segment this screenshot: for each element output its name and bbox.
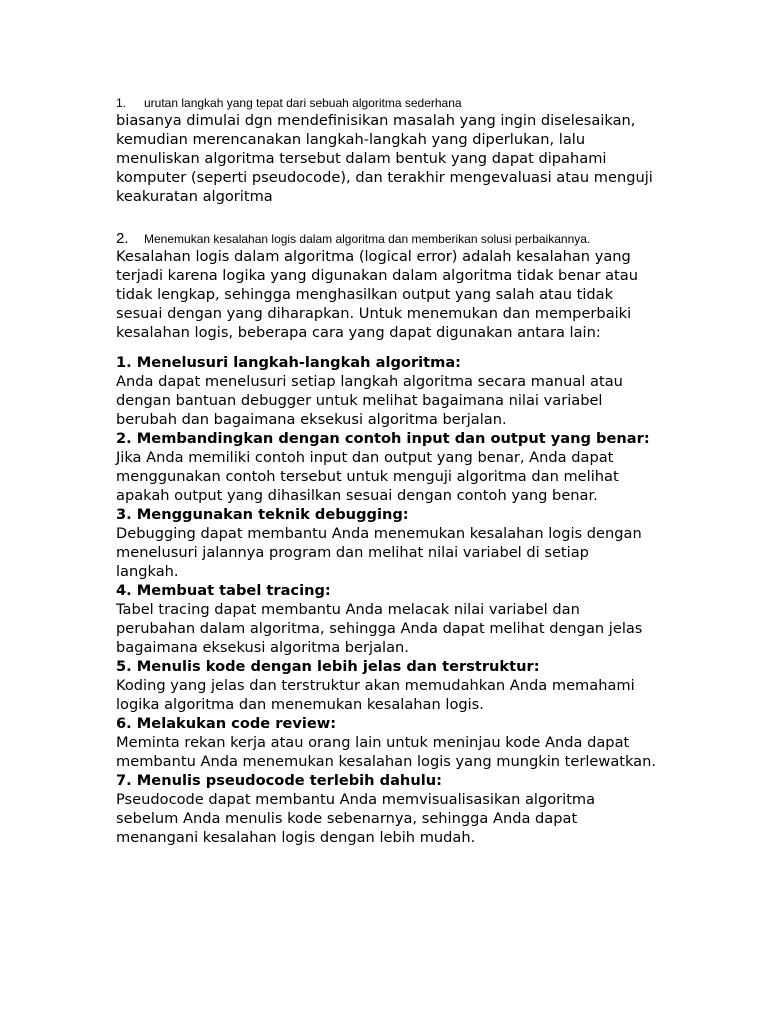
question-1-text: urutan langkah yang tepat dari sebuah algoritma sederhana <box>144 96 462 110</box>
question-2-heading <box>116 231 656 247</box>
question-2-text: Menemukan kesalahan logis dalam algoritma dan memberikan solusi perbaikannya. <box>144 232 591 246</box>
question-1-number: 1. <box>116 96 127 110</box>
question-2-answer: Kesalahan logis dalam algoritma (logical error) adalah kesalahan yang terjadi karena logika yang digunakan dalam algoritma tidak benar atau tidak lengkap, sehingga menghasilkan output yang salah atau tidak sesuai dengan yang diharapkan. Untuk menemukan dan memperbaiki kesalahan logis, beberapa cara yang dapat digunakan antara lain: <box>116 248 638 341</box>
solution-item-title: 1. Menelusuri langkah-langkah algoritma: <box>116 354 462 371</box>
question-2-number: 2. <box>116 230 129 247</box>
solution-item-title: 5. Menulis kode dengan lebih jelas dan terstruktur: <box>116 658 540 675</box>
solution-item-title: 3. Menggunakan teknik debugging: <box>116 506 409 523</box>
solution-item-body: Pseudocode dapat membantu Anda memvisualisasikan algoritma sebelum Anda menulis kode sebenarnya, sehingga Anda dapat menangani kesalahan logis dengan lebih mudah. <box>116 791 596 846</box>
solution-list <box>116 353 656 847</box>
solution-item-title: 2. Membandingkan dengan contoh input dan output yang benar: <box>116 430 650 447</box>
solution-item-body: Koding yang jelas dan terstruktur akan memudahkan Anda memahami logika algoritma dan menemukan kesalahan logis. <box>116 677 635 713</box>
solution-item-body: Anda dapat menelusuri setiap langkah algoritma secara manual atau dengan bantuan debugger untuk melihat bagaimana nilai variabel berubah dan bagaimana eksekusi algoritma berjalan. <box>116 373 623 428</box>
solution-item-body: Tabel tracing dapat membantu Anda melacak nilai variabel dan perubahan dalam algoritma, sehingga Anda dapat melihat dengan jelas bagaimana eksekusi algoritma berjalan. <box>116 601 643 656</box>
solution-item-body: Meminta rekan kerja atau orang lain untuk meninjau kode Anda dapat membantu Anda menemukan kesalahan logis yang mungkin terlewatkan. <box>116 734 657 770</box>
solution-item-title: 4. Membuat tabel tracing: <box>116 582 331 599</box>
document-page <box>116 96 656 847</box>
question-1-answer: biasanya dimulai dgn mendefinisikan masalah yang ingin diselesaikan, kemudian merencanakan langkah-langkah yang diperlukan, lalu menuliskan algoritma tersebut dalam bentuk yang dapat dipahami komputer (seperti pseudocode), dan terakhir mengevaluasi atau menguji keakuratan algoritma <box>116 112 653 205</box>
solution-item-title: 6. Melakukan code review: <box>116 715 337 732</box>
question-1-heading <box>116 96 656 111</box>
solution-item-body: Debugging dapat membantu Anda menemukan kesalahan logis dengan menelusuri jalannya program dan melihat nilai variabel di setiap langkah. <box>116 525 642 580</box>
solution-item-body: Jika Anda memiliki contoh input dan output yang benar, Anda dapat menggunakan contoh tersebut untuk menguji algoritma dan melihat apakah output yang dihasilkan sesuai dengan contoh yang benar. <box>116 449 619 504</box>
solution-item-title: 7. Menulis pseudocode terlebih dahulu: <box>116 772 442 789</box>
